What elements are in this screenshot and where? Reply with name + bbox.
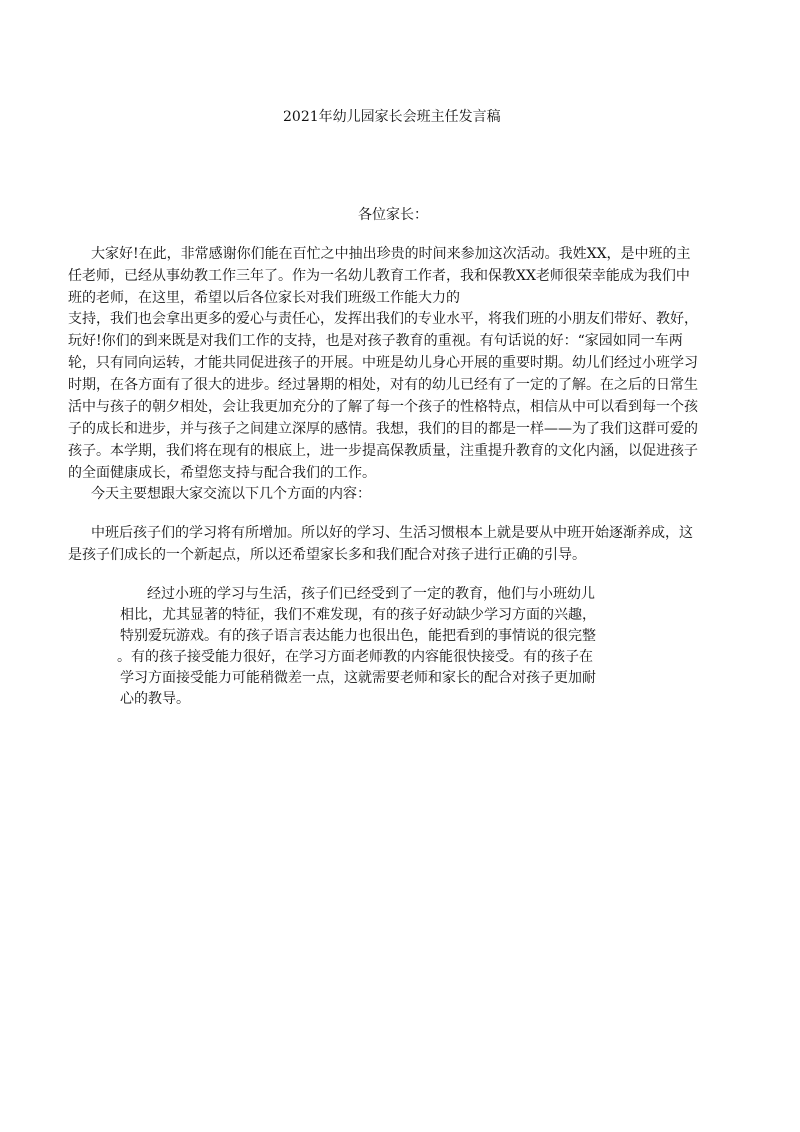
paragraph-1-line: 时期，在各方面有了很大的进步。经过暑期的相处，对有的幼儿已经有了一定的了解。在之后的日常生 [68, 377, 698, 393]
paragraph-3-line: 中班后孩子们的学习将有所增加。所以好的学习、生活习惯根本上就是要从中班开始逐渐养成，这 [91, 525, 693, 541]
paragraph-1-line: 班的老师，在这里，希望以后各位家长对我们班级工作能大力的 [68, 290, 460, 306]
paragraph-1-line: 任老师，已经从事幼教工作三年了。作为一名幼儿教育工作者，我和保教XX老师很荣幸能成为我们中 [68, 268, 690, 284]
paragraph-1-line: 活中与孩子的朝夕相处，会让我更加充分的了解了每一个孩子的性格特点，相信从中可以看到每一个孩 [68, 399, 698, 415]
paragraph-4-line: 经过小班的学习与生活，孩子们已经受到了一定的教育，他们与小班幼儿 [147, 586, 595, 602]
paragraph-1-line: 轮，只有同向运转，才能共同促进孩子的开展。中班是幼儿身心开展的重要时期。幼儿们经过小班学习 [68, 355, 698, 371]
paragraph-1-line: 支持，我们也会拿出更多的爱心与责任心，发挥出我们的专业水平，将我们班的小朋友们带好、教好， [68, 311, 698, 327]
paragraph-3-line: 是孩子们成长的一个新起点，所以还希望家长多和我们配合对孩子进行正确的引导。 [68, 547, 586, 563]
greeting: 各位家长： [358, 207, 428, 223]
paragraph-1-line: 孩子。本学期，我们将在现有的根底上，进一步提高保教质量，注重提升教育的文化内涵，以促进孩子 [68, 443, 698, 459]
paragraph-4-line: 特别爱玩游戏。有的孩子语言表达能力也很出色，能把看到的事情说的很完整 [120, 628, 596, 644]
paragraph-2: 今天主要想跟大家交流以下几个方面的内容： [91, 486, 371, 502]
paragraph-4-line: 学习方面接受能力可能稍微差一点，这就需要老师和家长的配合对孩子更加耐 [120, 670, 596, 686]
document-title: 2021年幼儿园家长会班主任发言稿 [283, 109, 501, 125]
paragraph-1-line: 大家好!在此，非常感谢你们能在百忙之中抽出珍贵的时间来参加这次活动。我姓XX，是中班的主 [91, 246, 691, 262]
paragraph-4-line: 。有的孩子接受能力很好，在学习方面老师教的内容能很快接受。有的孩子在 [117, 649, 593, 665]
paragraph-4-line: 心的教导。 [120, 691, 190, 707]
paragraph-1-line: 的全面健康成长，希望您支持与配合我们的工作。 [68, 465, 376, 481]
paragraph-1-line: 玩好!你们的到来既是对我们工作的支持，也是对孩子教育的重视。有句话说的好：“家园如同一车两 [68, 333, 683, 349]
paragraph-4-line: 相比，尤其显著的特征，我们不难发现，有的孩子好动缺少学习方面的兴趣， [120, 607, 596, 623]
paragraph-1-line: 子的成长和进步，并与孩子之间建立深厚的感情。我想，我们的目的都是一样——为了我们这群可爱的 [68, 421, 698, 437]
